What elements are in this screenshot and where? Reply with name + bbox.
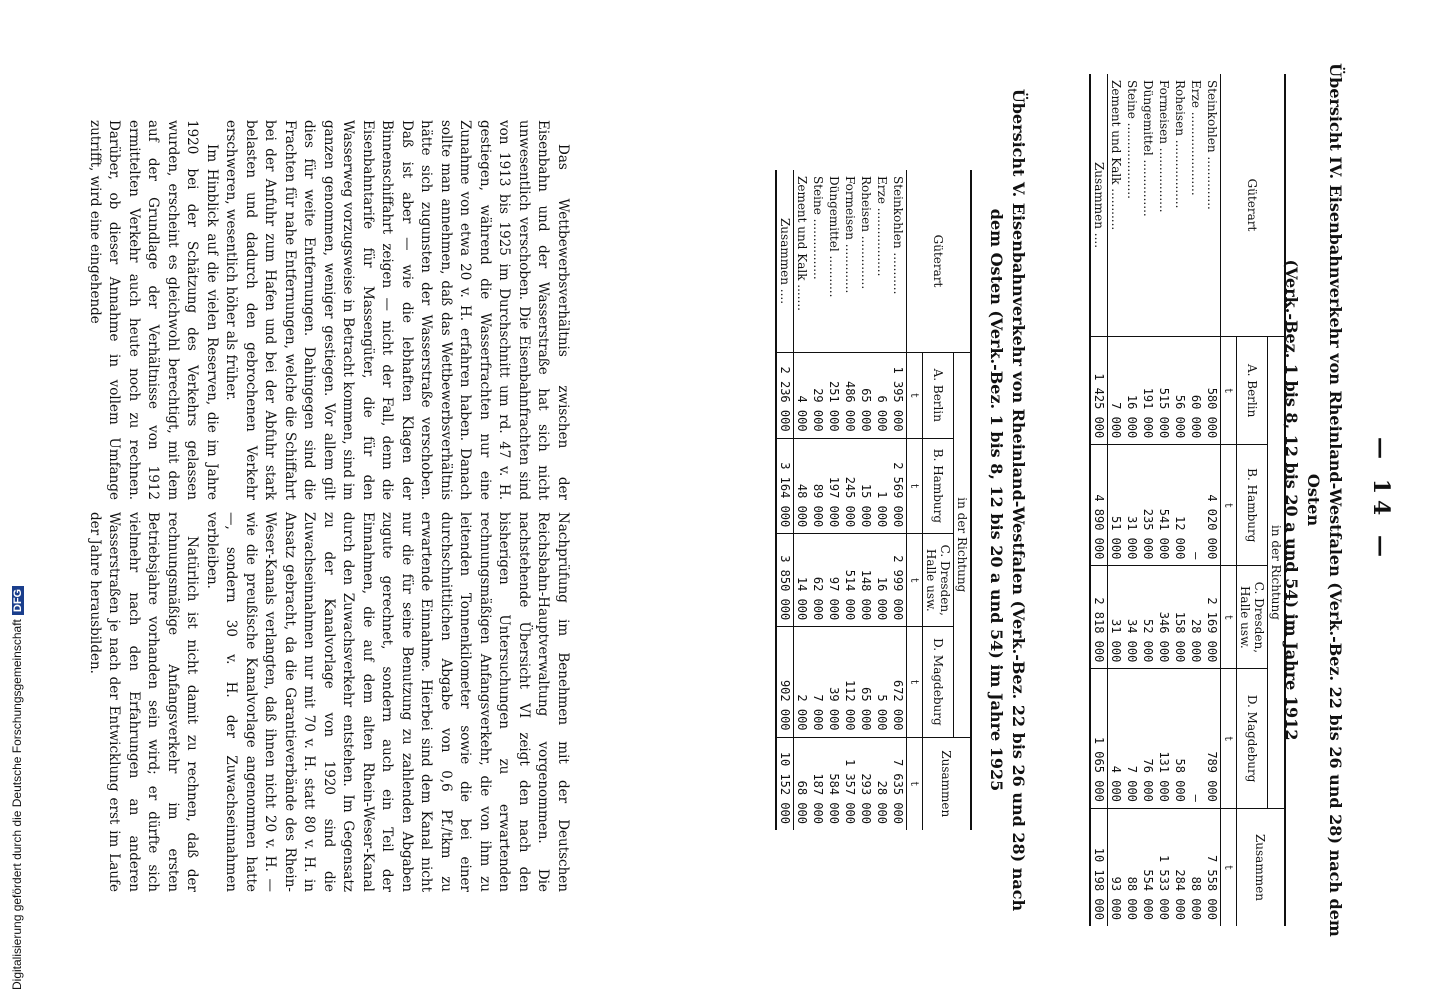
table5-col-a: A. Berlin — [923, 353, 954, 439]
table-row — [858, 170, 874, 830]
table-cell: 789 000 — [1204, 669, 1221, 809]
dfg-logo: DFG — [12, 586, 24, 615]
table5-unit: t — [907, 627, 923, 737]
table-cell: 131 000 — [1156, 669, 1172, 809]
goods-label: Erze .................. — [875, 176, 889, 277]
goods-label: Zement und Kalk ....... — [795, 176, 809, 311]
table-cell: 76 000 — [1140, 669, 1156, 809]
table4 — [1089, 74, 1286, 926]
goods-label: Steine ................ — [811, 176, 825, 280]
row-total: 1 357 000 — [842, 737, 858, 830]
table4-col-total: Zusammen — [1237, 808, 1286, 926]
table5-unit: t — [907, 353, 923, 439]
goods-label: Formeisen ................. — [1157, 80, 1171, 213]
table-cell: 2 000 — [794, 627, 811, 737]
table-cell: 7 000 — [1124, 669, 1140, 809]
table-cell: 48 000 — [794, 438, 811, 534]
table-row — [1140, 74, 1156, 926]
row-total: 187 000 — [810, 737, 826, 830]
goods-label: Roheisen .............. — [859, 176, 873, 290]
table-cell: 51 000 — [1108, 445, 1125, 566]
table5-title-line2: dem Osten (Verk.-Bez. 1 bis 8, 12 bis 20 a und 54) im Jahre 1925 — [987, 208, 1006, 792]
table-cell: 7 000 — [1108, 337, 1125, 445]
table-row — [874, 170, 890, 830]
table-cell: 4 000 — [1108, 669, 1125, 809]
goods-label: Formeisen ............. — [843, 176, 857, 294]
table-cell: 29 000 — [810, 353, 826, 439]
table5-col-total: Zusammen — [923, 737, 972, 830]
table-row — [890, 170, 907, 830]
table5-total-cell: 3 850 000 — [776, 534, 794, 627]
table-cell: 16 000 — [874, 534, 890, 627]
table4-unit: t — [1221, 669, 1237, 809]
table-cell: 58 000 — [1172, 669, 1188, 809]
table5-col-group: in der Richtung — [954, 353, 972, 738]
paragraph: Nachprüfung im Benehmen mit der Deutschen Reichsbahn-Hauptverwaltung vorgenommen. Die nachstehende Übersicht VI zeigt den nach den bisherigen Untersuchungen zu erwartenden rechnungsmäßigen Anfangsverkehr, die von ihm zu leitenden Tonnenkilometer sowie die bei einer durchschnittlichen Abgabe von 0,6 Pf./tkm zu erwartende Einnahme. Hierbei sind dem Kanal nicht nur die für seine Benutzung zu zahlenden Abgaben zugute gerechnet, sondern auch ein Teil der Einnahmen, die auf dem alten Rhein-Weser-Kanal durch den Zuwachsverkehr entstehen. Im Gegensatz zu der Kanalvorlage von 1920 sind die Zuwachseinnahmen nur mit 70 v. H. statt 80 v. H. in Ansatz gebracht, da die Garantieverbände des Rhein-Weser-Kanals verlangten, daß ihnen nicht 20 v. H. — wie die preußische Kanalvorlage angenommen hatte —, sondern 30 v. H. der Zuwachseinnahmen verbleiben. — [204, 512, 571, 892]
table4-col-d: D. Magdeburg — [1237, 669, 1268, 809]
table5-col-c: C. Dresden, Halle usw. — [923, 534, 954, 627]
table-cell: 31 000 — [1108, 566, 1125, 669]
table4-title — [1280, 40, 1346, 960]
footer-text: Digitalisierung gefördert durch die Deutsche Forschungsgemeinschaft — [10, 619, 24, 990]
table-row — [1156, 74, 1172, 926]
table-cell: 34 000 — [1124, 566, 1140, 669]
table-cell: 235 000 — [1140, 445, 1156, 566]
table5-unit: t — [907, 737, 923, 830]
table-cell: 191 000 — [1140, 337, 1156, 445]
table-row — [1204, 74, 1221, 926]
table-cell: 197 000 — [826, 438, 842, 534]
row-total: 293 000 — [858, 737, 874, 830]
table-cell: 158 000 — [1172, 566, 1188, 669]
table4-unit: t — [1221, 566, 1237, 669]
table-cell: 56 000 — [1172, 337, 1188, 445]
table5-total-cell: 902 000 — [776, 627, 794, 737]
table-cell: 148 000 — [858, 534, 874, 627]
table4-total-label: Zusammen .... — [1090, 74, 1108, 337]
table5-unit: t — [907, 438, 923, 534]
table-cell: 486 000 — [842, 353, 858, 439]
table4-title-line1: Übersicht IV. Eisenbahnverkehr von Rheinland-Westfalen (Verk.-Bez. 22 bis 26 und 28) nach dem Osten — [1304, 63, 1345, 937]
goods-label: Steinkohlen ........... — [891, 176, 905, 295]
table5-grand-total: 10 152 000 — [776, 737, 794, 830]
table4-total-cell: 4 890 000 — [1090, 445, 1108, 566]
table-cell: 65 000 — [858, 353, 874, 439]
row-total: 584 000 — [826, 737, 842, 830]
table4-total-cell: 2 818 000 — [1090, 566, 1108, 669]
table-row — [1188, 74, 1204, 926]
table5-unit: t — [907, 534, 923, 627]
row-total: 88 000 — [1124, 808, 1140, 926]
row-total: 28 000 — [874, 737, 890, 830]
table5-total-cell: 3 164 000 — [776, 438, 794, 534]
table-cell: 112 000 — [842, 627, 858, 737]
table4-col-a: A. Berlin — [1237, 337, 1268, 445]
table5-col-b: B. Hamburg — [923, 438, 954, 534]
table-cell: 514 000 — [842, 534, 858, 627]
row-total: 68 000 — [794, 737, 811, 830]
table-cell: 1 395 000 — [890, 353, 907, 439]
table-cell: 12 000 — [1172, 445, 1188, 566]
table-cell: 65 000 — [858, 627, 874, 737]
table-cell: 346 000 — [1156, 566, 1172, 669]
goods-label: Zement und Kalk ........... — [1109, 80, 1123, 231]
table-cell: — — [1188, 445, 1204, 566]
digitization-footer — [10, 586, 24, 990]
text-column-left — [85, 120, 573, 500]
table-cell: 14 000 — [794, 534, 811, 627]
table4-title-line2: (Verk.-Bez. 1 bis 8, 12 bis 20 a und 54) im Jahre 1912 — [1282, 259, 1301, 741]
row-total: 93 000 — [1108, 808, 1125, 926]
table-cell: 16 000 — [1124, 337, 1140, 445]
table-cell: 541 000 — [1156, 445, 1172, 566]
table4-unit: t — [1221, 337, 1237, 445]
table-cell: 97 000 — [826, 534, 842, 627]
table-cell: — — [1188, 669, 1204, 809]
table-row — [1124, 74, 1140, 926]
table4-col-group: in der Richtung — [1268, 337, 1286, 809]
table4-grand-total: 10 198 000 — [1090, 808, 1108, 926]
table-cell: 60 000 — [1188, 337, 1204, 445]
row-total: 7 635 000 — [890, 737, 907, 830]
paragraph: Natürlich ist nicht damit zu rechnen, daß der rechnungsmäßige Anfangsverkehr im ersten Betriebsjahre vorhanden sein wird; er dürfte sich vielmehr nach den Erfahrungen an anderen Wasserstraßen je nach der Entwicklung erst im Laufe der Jahre herausbilden. — [87, 512, 201, 892]
table4-unit: t — [1221, 445, 1237, 566]
row-total: 554 000 — [1140, 808, 1156, 926]
table-row — [842, 170, 858, 830]
row-total: 7 558 000 — [1204, 808, 1221, 926]
table-cell: 28 000 — [1188, 566, 1204, 669]
table-row — [1108, 74, 1125, 926]
goods-label: Düngemittel ............... — [1141, 80, 1155, 217]
goods-label: Erze ...................... — [1189, 80, 1203, 196]
table5 — [775, 170, 972, 830]
row-total: 88 000 — [1188, 808, 1204, 926]
goods-label: Steinkohlen .............. — [1205, 80, 1219, 210]
table-row — [1172, 74, 1188, 926]
text-column-right — [85, 512, 573, 892]
table-cell: 245 000 — [842, 438, 858, 534]
table-cell: 62 000 — [810, 534, 826, 627]
table5-total-label: Zusammen .... — [776, 170, 794, 353]
table4-unit: t — [1221, 808, 1237, 926]
page-number: — 14 — — [1368, 437, 1394, 563]
table-cell: 7 000 — [810, 627, 826, 737]
table-cell: 39 000 — [826, 627, 842, 737]
table4-total-cell: 1 065 000 — [1090, 669, 1108, 809]
table-cell: 52 000 — [1140, 566, 1156, 669]
table-cell: 580 000 — [1204, 337, 1221, 445]
table-cell: 2 999 000 — [890, 534, 907, 627]
table-row — [794, 170, 811, 830]
table4-col-goods: Güterart — [1221, 74, 1286, 337]
row-total: 1 533 000 — [1156, 808, 1172, 926]
table-cell: 4 020 000 — [1204, 445, 1221, 566]
goods-label: Roheisen .................. — [1173, 80, 1187, 209]
table-cell: 672 000 — [890, 627, 907, 737]
table4-total-cell: 1 425 000 — [1090, 337, 1108, 445]
table-row — [826, 170, 842, 830]
table-cell: 5 000 — [874, 627, 890, 737]
table5-title — [985, 40, 1029, 960]
table-cell: 1 000 — [874, 438, 890, 534]
goods-label: Düngemittel ........... — [827, 176, 841, 298]
table-cell: 515 000 — [1156, 337, 1172, 445]
table-cell: 31 000 — [1124, 445, 1140, 566]
row-total: 284 000 — [1172, 808, 1188, 926]
table-row — [810, 170, 826, 830]
table4-col-b: B. Hamburg — [1237, 445, 1268, 566]
table5-col-goods: Güterart — [907, 170, 972, 353]
goods-label: Steine .................... — [1125, 80, 1139, 199]
table-cell: 2 569 000 — [890, 438, 907, 534]
table-cell: 4 000 — [794, 353, 811, 439]
table-cell: 251 000 — [826, 353, 842, 439]
table5-title-line1: Übersicht V. Eisenbahnverkehr von Rheinland-Westfalen (Verk.-Bez. 22 bis 26 und 28) nach — [1009, 88, 1028, 912]
table-cell: 15 000 — [858, 438, 874, 534]
table4-col-c: C. Dresden, Halle usw. — [1237, 566, 1268, 669]
paragraph: Im Hinblick auf die vielen Reserven, die im Jahre 1920 bei der Schätzung des Verkehrs gelassen wurden, erscheint es gleichwohl berechtigt, mit dem auf der Grundlage der Verhältnisse von 1912 ermittelten Verkehr auch heute noch zu rechnen. Darüber, ob dieser Annahme in vollem Umfange zutrifft, wird eine eingehende — [87, 120, 220, 500]
table-cell: 89 000 — [810, 438, 826, 534]
table-cell: 6 000 — [874, 353, 890, 439]
paragraph: Das Wettbewerbsverhältnis zwischen der Eisenbahn und der Wasserstraße hat sich nicht unwesentlich verschoben. Die Eisenbahnfrachten sind von 1913 bis 1925 im Durchschnitt um rd. 47 v. H. gestiegen, während die Wasserfrachten nur eine Zunahme von etwa 20 v. H. erfahren haben. Danach sollte man annehmen, daß das Wettbewerbsverhältnis hätte sich zugunsten der Wasserstraße verschoben. Daß ist aber — wie die lebhaften Klagen der Binnenschiffahrt zeigen — nicht der Fall, denn die Eisenbahntarife für Massengüter, die für den Wasserweg vorzugsweise in Betracht kommen, sind im ganzen genommen, weniger gestiegen. Vor allem gilt dies für weite Entfernungen. Dahingegen sind die Frachten für nahe Entfernungen, welche die Schiffahrt bei der Anfuhr zum Hafen und bei der Abfuhr stark belasten und dadurch den gebrochenen Verkehr erschweren, wesentlich höher als früher. — [223, 120, 571, 500]
table5-col-d: D. Magdeburg — [923, 627, 954, 737]
table5-total-cell: 2 236 000 — [776, 353, 794, 439]
table-cell: 2 169 000 — [1204, 566, 1221, 669]
